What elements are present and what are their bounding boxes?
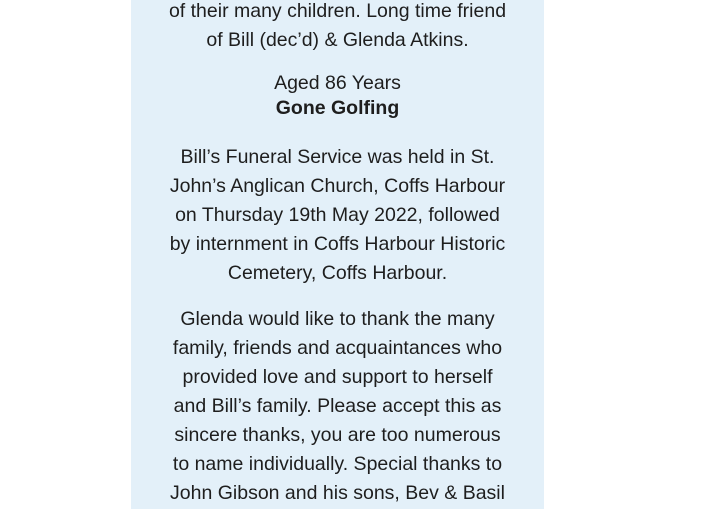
text-line: of Bill (dec’d) & Glenda Atkins. bbox=[206, 29, 469, 51]
text-line: John Gibson and his sons, Bev & Basil bbox=[170, 482, 505, 504]
funeral-service-paragraph bbox=[131, 143, 544, 288]
obituary-notice-column bbox=[131, 0, 544, 509]
text-line: and Bill’s family. Please accept this as bbox=[173, 395, 502, 417]
text-line: to name individually. Special thanks to bbox=[172, 453, 503, 475]
text-line: on Thursday 19th May 2022, followed bbox=[175, 204, 500, 226]
text-line: Cemetery, Coffs Harbour. bbox=[227, 262, 448, 284]
text-line: John’s Anglican Church, Coffs Harbour bbox=[169, 175, 506, 197]
age-line: Aged 86 Years bbox=[274, 72, 401, 94]
text-line: sincere thanks, you are too numerous bbox=[174, 424, 501, 446]
friends-paragraph bbox=[131, 0, 544, 55]
text-line: provided love and support to herself bbox=[182, 366, 493, 388]
text-line: Bill’s Funeral Service was held in St. bbox=[180, 146, 495, 168]
thanks-paragraph bbox=[131, 305, 544, 508]
text-line: Glenda would like to thank the many bbox=[180, 308, 495, 330]
text-line: family, friends and acquaintances who bbox=[172, 337, 503, 359]
age-heading-block bbox=[131, 71, 544, 121]
text-line: of their many children. Long time friend bbox=[168, 0, 507, 22]
gone-golfing-heading: Gone Golfing bbox=[275, 97, 400, 119]
text-line: by internment in Coffs Harbour Historic bbox=[169, 233, 506, 255]
